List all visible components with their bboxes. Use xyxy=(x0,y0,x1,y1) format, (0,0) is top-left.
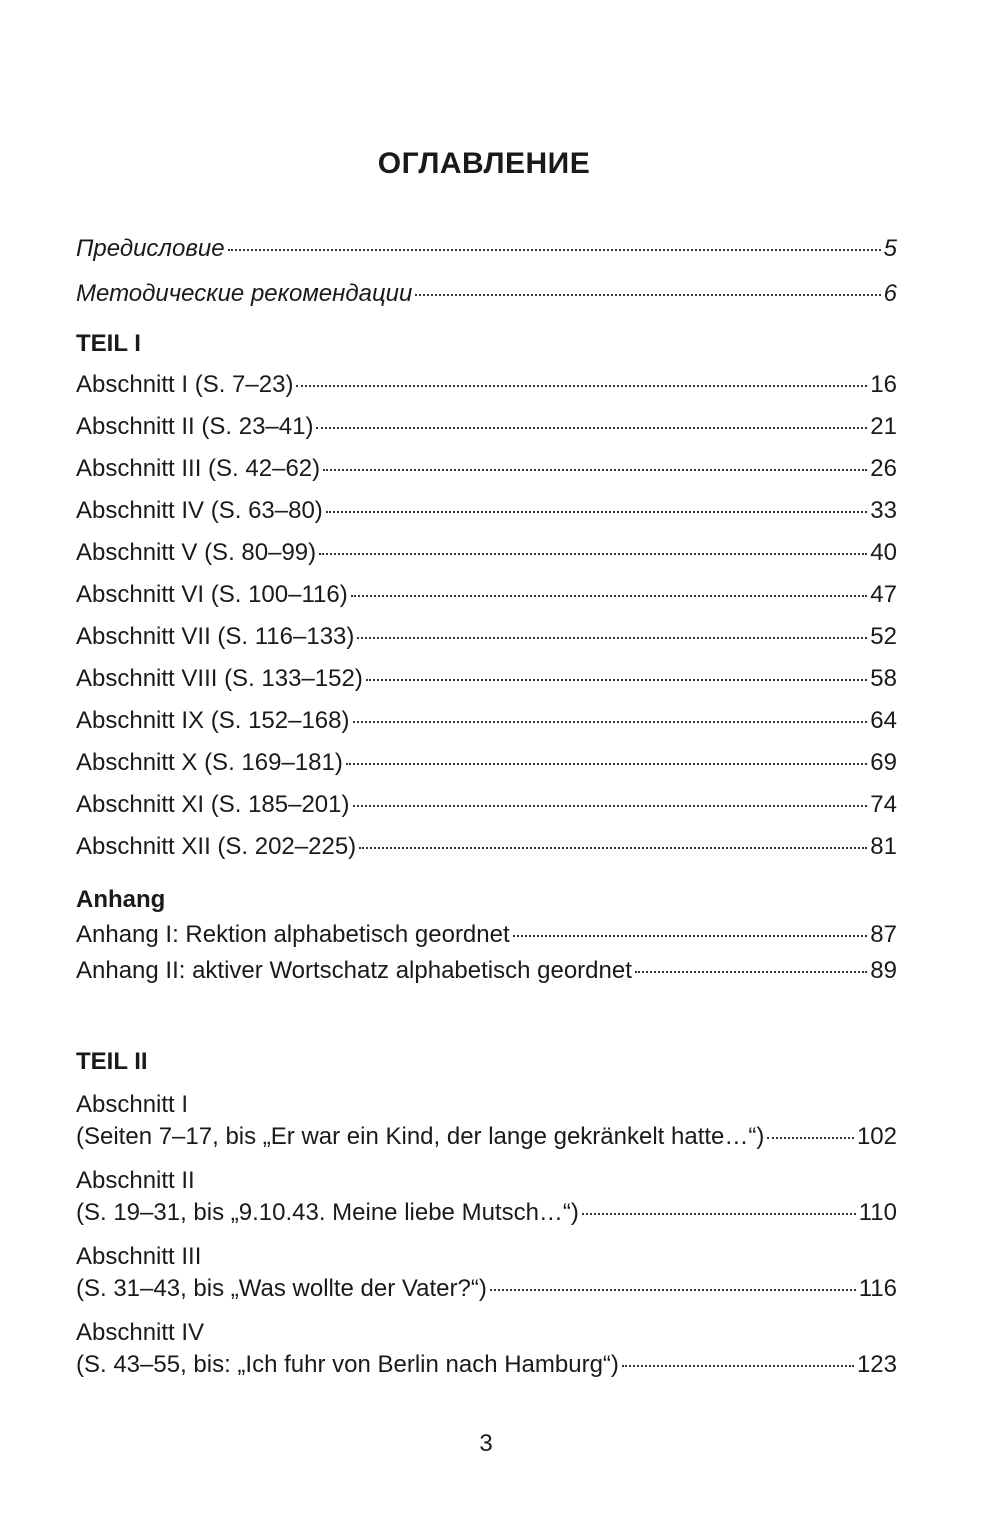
toc-entry xyxy=(76,1350,897,1380)
toc-entry-page: 33 xyxy=(870,497,897,524)
leader-dots xyxy=(622,1365,854,1367)
toc-entry xyxy=(76,1122,897,1152)
leader-dots xyxy=(767,1137,854,1139)
toc-entry-label: Предисловие xyxy=(76,235,225,262)
leader-dots xyxy=(415,294,880,296)
section-heading-teil-1: TEIL I xyxy=(76,330,141,357)
toc-entry xyxy=(76,538,897,568)
toc-entry-page: 116 xyxy=(858,1275,897,1302)
toc-entry-label: Abschnitt IV (S. 63–80) xyxy=(76,497,323,524)
toc-entry-page: 74 xyxy=(870,791,897,818)
toc-entry-page: 21 xyxy=(870,413,897,440)
toc-entry-label: Abschnitt VII (S. 116–133) xyxy=(76,623,355,650)
toc-entry-label: Anhang I: Rektion alphabetisch geordnet xyxy=(76,921,510,948)
toc-entry xyxy=(76,920,897,950)
leader-dots xyxy=(582,1213,856,1215)
toc-entry xyxy=(76,956,897,986)
section-heading-teil-2: TEIL II xyxy=(76,1048,148,1075)
leader-dots xyxy=(357,637,867,639)
toc-entry xyxy=(76,748,897,778)
toc-entry-label: (Seiten 7–17, bis „Er war ein Kind, der lange gekränkelt hatte…“) xyxy=(76,1123,765,1150)
toc-entry-page: 110 xyxy=(858,1199,897,1226)
leader-dots xyxy=(353,721,868,723)
toc-entry-page: 16 xyxy=(870,371,897,398)
toc-entry-label: Abschnitt XI (S. 185–201) xyxy=(76,791,350,818)
leader-dots xyxy=(359,847,867,849)
toc-entry-label: Abschnitt III (S. 42–62) xyxy=(76,455,321,482)
toc-entry-page: 81 xyxy=(870,833,897,860)
toc-entry-title: Abschnitt I xyxy=(76,1091,189,1118)
toc-entry-page: 87 xyxy=(870,921,897,948)
toc-entry-label: Abschnitt I (S. 7–23) xyxy=(76,371,294,398)
toc-entry-preface xyxy=(76,234,897,264)
toc-entry xyxy=(76,832,897,862)
toc-entry-label: Abschnitt VI (S. 100–116) xyxy=(76,581,348,608)
section-heading-anhang: Anhang xyxy=(76,886,166,913)
toc-entry-label: (S. 43–55, bis: „Ich fuhr von Berlin nach Hamburg“) xyxy=(76,1351,619,1378)
toc-entry xyxy=(76,580,897,610)
toc-entry xyxy=(76,790,897,820)
toc-entry-label: Anhang II: aktiver Wortschatz alphabetisch geordnet xyxy=(76,957,632,984)
toc-entry xyxy=(76,454,897,484)
toc-entry-label: Методические рекомендации xyxy=(76,280,413,307)
leader-dots xyxy=(351,595,868,597)
leader-dots xyxy=(490,1289,856,1291)
toc-entry-page: 69 xyxy=(870,749,897,776)
toc-entry xyxy=(76,1274,897,1304)
toc-entry-title: Abschnitt IV xyxy=(76,1319,205,1346)
leader-dots xyxy=(326,511,868,513)
toc-entry-label: (S. 19–31, bis „9.10.43. Meine liebe Mutsch…“) xyxy=(76,1199,579,1226)
toc-entry-page: 40 xyxy=(870,539,897,566)
leader-dots xyxy=(366,679,867,681)
toc-entry-page: 5 xyxy=(883,235,897,262)
toc-entry xyxy=(76,706,897,736)
toc-entry-label: Abschnitt VIII (S. 133–152) xyxy=(76,665,363,692)
leader-dots xyxy=(296,385,867,387)
leader-dots xyxy=(319,553,867,555)
leader-dots xyxy=(323,469,867,471)
leader-dots xyxy=(513,935,868,937)
toc-entry-page: 102 xyxy=(856,1123,897,1150)
toc-entry-label: Abschnitt X (S. 169–181) xyxy=(76,749,343,776)
toc-entry-page: 64 xyxy=(870,707,897,734)
toc-entry-page: 6 xyxy=(883,280,897,307)
toc-entry-page: 58 xyxy=(870,665,897,692)
toc-entry xyxy=(76,370,897,400)
toc-entry-label: Abschnitt V (S. 80–99) xyxy=(76,539,317,566)
toc-entry xyxy=(76,622,897,652)
toc-entry-page: 52 xyxy=(870,623,897,650)
toc-entry-title: Abschnitt II xyxy=(76,1167,195,1194)
toc-entry xyxy=(76,496,897,526)
toc-entry-page: 123 xyxy=(856,1351,897,1378)
leader-dots xyxy=(228,249,881,251)
toc-entry xyxy=(76,664,897,694)
toc-entry-title: Abschnitt III xyxy=(76,1243,202,1270)
page-title: ОГЛАВЛЕНИЕ xyxy=(377,147,591,180)
toc-entry-label: Abschnitt IX (S. 152–168) xyxy=(76,707,350,734)
toc-entry-page: 47 xyxy=(870,581,897,608)
toc-entry xyxy=(76,412,897,442)
toc-entry-label: (S. 31–43, bis „Was wollte der Vater?“) xyxy=(76,1275,487,1302)
toc-entry-page: 26 xyxy=(870,455,897,482)
toc-entry-page: 89 xyxy=(870,957,897,984)
leader-dots xyxy=(316,427,867,429)
leader-dots xyxy=(353,805,868,807)
toc-entry xyxy=(76,1198,897,1228)
page-number: 3 xyxy=(479,1430,493,1457)
toc-entry-label: Abschnitt II (S. 23–41) xyxy=(76,413,314,440)
leader-dots xyxy=(635,971,867,973)
leader-dots xyxy=(346,763,867,765)
toc-entry-label: Abschnitt XII (S. 202–225) xyxy=(76,833,357,860)
toc-entry-methods xyxy=(76,279,897,309)
